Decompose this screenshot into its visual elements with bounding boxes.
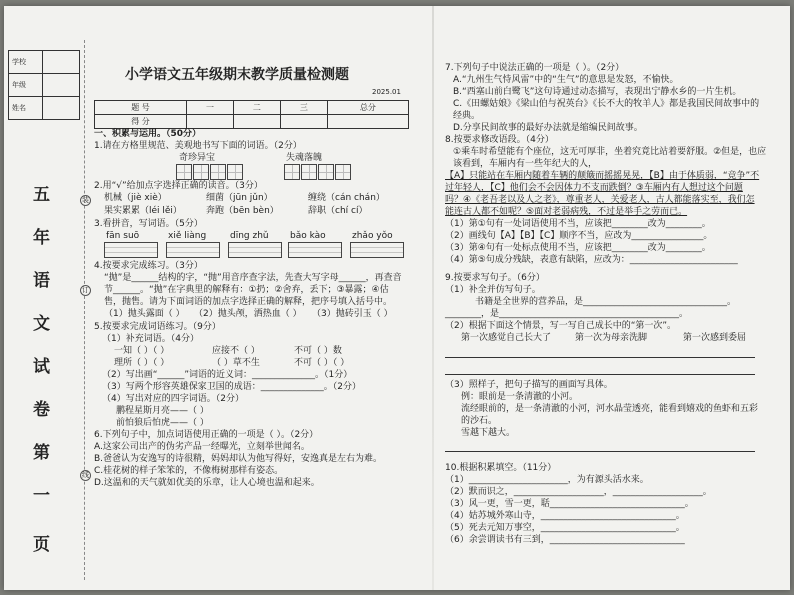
score-header-cell: 一 [186, 101, 233, 115]
q9-example: 例：眼前是一条清澈的小河。 [461, 392, 579, 402]
q10-item[interactable]: （3）风一更，雪一更，聒______________________________。 [445, 499, 694, 509]
pronunciation-option[interactable]: 细菌（jūn jǔn） [206, 193, 273, 203]
question-2: 2.用“√”给加点字选择正确的读音。（3分） [94, 181, 263, 191]
answer-line[interactable] [445, 345, 755, 358]
question-5: 5.按要求完成词语练习。（9分） [94, 322, 221, 332]
pinyin-label: bǎo kào [290, 231, 326, 241]
binding-mark: 装 [82, 196, 89, 204]
vertical-title-char: 文 [33, 314, 50, 334]
q6-option-d: D.这温和的天气就如优美的乐章，让人心境也温和起来。 [94, 478, 320, 488]
q9-sub: （2）根据下面这个情景，写一写自己成长中的“第一次”。 [445, 321, 677, 331]
grade-label: 年级 [9, 74, 43, 97]
vertical-title-char: 页 [33, 535, 50, 555]
q10-item[interactable]: （4）姑苏城外寒山寺，______________________________。 [445, 511, 685, 521]
q5-sub[interactable]: （3）写两个形容英雄保家卫国的成语：______________。（2分） [102, 382, 361, 392]
school-label: 学校 [9, 51, 43, 74]
exam-title: 小学语文五年级期末教学质量检测题 [125, 67, 349, 83]
q2-options [94, 192, 424, 218]
binding-mark: 订 [82, 286, 89, 294]
q9-firsts [445, 332, 775, 345]
answer-line[interactable] [445, 362, 755, 375]
first-time-item: 第一次为母亲洗脚 [575, 333, 648, 343]
binding-mark: 线 [82, 471, 89, 479]
score-cell[interactable] [327, 115, 408, 129]
q8-item[interactable]: （4）第⑤句成分残缺，表意有缺陷，应改为：________________________ [445, 255, 738, 265]
question-9: 9.按要求写句子。（6分） [445, 273, 545, 283]
q4-item[interactable]: （2）抛头颅，洒热血（ ） [194, 309, 302, 319]
q4-text: “抛”是______结构的字，“抛”用音序查字法，先查大写字母______，再查音节______。“抛”在字典里的解释有：①扔；②舍弃，丢下；③暴露；④估售，抛售。请为下面词语的加点字选择正确的解释，把序号填入括号中。 [104, 273, 402, 307]
q5-sub: （1）补充词语。（4分） [102, 334, 199, 344]
q10-item[interactable]: （5）死去元知万事空，______________________________。 [445, 523, 685, 533]
q7-option-c: C.《田螺姑娘》《梁山伯与祝英台》《长不大的牧羊人》都是我国民间故事中的经典。 [453, 99, 760, 121]
q3-pinyin-row [94, 230, 424, 260]
vertical-title-char: 第 [33, 443, 50, 463]
score-header-cell: 三 [280, 101, 327, 115]
pronunciation-option[interactable]: 机械（jiè xiè） [104, 193, 167, 203]
right-column [445, 62, 775, 546]
vertical-title-char: 年 [33, 228, 50, 248]
q4-item[interactable]: （3）抛砖引玉（ ） [312, 309, 393, 319]
q5-item[interactable]: 鹏程星斯月亮——（ ） [116, 406, 209, 416]
idiom-blank[interactable]: 理所（ ）（ ） [114, 358, 170, 368]
vertical-title-char: 卷 [33, 400, 50, 420]
name-label: 姓名 [9, 97, 43, 120]
pronunciation-option[interactable]: 果实累累（léi lěi） [104, 206, 182, 216]
question-8: 8.按要求修改语段。（4分） [445, 135, 554, 145]
vertical-title-char: 五 [33, 185, 50, 205]
q1-word: 失魂落魄 [286, 153, 323, 163]
q8-item[interactable]: （1）第①句有一处词语使用不当，应该把________改为________。 [445, 219, 711, 229]
q9-sub: （3）照样子，把句子描写的画面写具体。 [445, 380, 613, 390]
q9-sub: （1）补全并仿写句子。 [445, 285, 541, 295]
score-header-cell: 题 号 [95, 101, 187, 115]
q8-paragraph-underlined: 【A】只能站在车厢内随着车辆的颠簸而摇摇晃晃，【B】由于体质弱，“竞争”不过年轻人，【C】他们会不会因体力不支而跌倒？③车厢内有人想过这个问题吗？④《老吾老以及人之老》，尊重老人，关爱老人，古人都能落实至，我们怎能连古人都不如呢？⑤面对老弱病残，不过是举手之劳而已。 [445, 171, 760, 217]
pinyin-label: zhǎo yǒo [352, 231, 393, 241]
answer-line[interactable] [445, 439, 755, 452]
question-7: 7.下列句子中说法正确的一项是（ ）。（2分） [445, 63, 625, 73]
question-6: 6.下列句子中，加点词语使用正确的一项是（ ）。（2分） [94, 430, 319, 440]
score-table [94, 100, 409, 129]
q5-words [94, 345, 424, 369]
grade-field[interactable] [43, 74, 80, 97]
idiom-blank[interactable]: 一知（ ）（ ） [114, 346, 170, 356]
idiom-blank[interactable]: （ ）草不生 [212, 358, 260, 368]
answer-box[interactable] [350, 242, 404, 262]
q8-item[interactable]: （2）画线句【A】【B】【C】顺序不当，应改为________________。 [445, 231, 713, 241]
q8-paragraph: ①乘车时希望能有个座位，这无可厚非，坐着究竟比站着要舒服。②但是，也应该看到，车厢内有一些年纪大的人， [453, 147, 767, 169]
left-column [94, 128, 424, 489]
answer-box[interactable] [104, 242, 158, 262]
vertical-title-char: 一 [33, 486, 50, 506]
answer-box[interactable] [288, 242, 342, 262]
q5-sub[interactable]: （2）写出画“______”词语的近义词：______________。（1分） [102, 370, 353, 380]
writing-grid[interactable] [176, 164, 244, 184]
section-heading: 一、积累与运用。（50分） [94, 129, 202, 139]
score-header-cell: 总分 [327, 101, 408, 115]
pronunciation-option[interactable]: 缠绕（cán chán） [308, 193, 385, 203]
q9-example-answer: 流经眼前的，是一条清澈的小河，河水晶莹透亮，能看到嬉戏的鱼虾和五彩的沙石。 [461, 404, 759, 426]
q1-grid [94, 152, 424, 180]
vertical-title-char: 试 [33, 357, 50, 377]
q4-item[interactable]: （1）抛头露面（ ） [104, 309, 185, 319]
question-3: 3.看拼音，写词语。（5分） [94, 219, 203, 229]
idiom-blank[interactable]: 应接不（ ） [212, 346, 260, 356]
pinyin-label: xiě liàng [168, 231, 207, 241]
score-cell[interactable] [186, 115, 233, 129]
q9-text[interactable]: 书籍是全世界的营养品，是________________________________。 [475, 297, 737, 307]
pronunciation-option[interactable]: 辞职（chí cí） [308, 206, 368, 216]
score-header-cell: 二 [233, 101, 280, 115]
writing-grid[interactable] [284, 164, 352, 184]
q8-item[interactable]: （3）第④句有一处标点使用不当，应该把________改为________。 [445, 243, 711, 253]
question-4: 4.按要求完成练习。（3分） [94, 261, 203, 271]
name-field[interactable] [43, 97, 80, 120]
pinyin-label: fān suō [106, 231, 140, 241]
q1-word: 奇珍异宝 [179, 153, 216, 163]
q6-option-a: A.这家公司出产的伪劣产品一经曝光，立刻举世闻名。 [94, 442, 310, 452]
page-fold [432, 6, 434, 590]
q9-task: 雪越下越大。 [461, 428, 516, 438]
exam-date: 2025.01 [372, 88, 401, 96]
q10-item[interactable]: （1）______________________，为有源头活水来。 [445, 475, 649, 485]
q5-item[interactable]: 前怕狼后怕虎——（ ） [116, 418, 209, 428]
q6-option-c: C.桂花树的样子笨笨的，不像梅树那样有姿态。 [94, 466, 284, 476]
q10-item[interactable]: （2）默而识之，____________________，____________________。 [445, 487, 712, 497]
answer-box[interactable] [228, 242, 282, 262]
q7-option-a: A.“九州生气恃风雷”中的“生气”的意思是发怒，不愉快。 [453, 75, 679, 85]
q7-option-d: D.分享民间故事的最好办法就是缩编民间故事。 [453, 123, 643, 133]
first-time-item: 第一次感觉自己长大了 [461, 333, 552, 343]
q9-line[interactable]: ________，是________________________________________。 [445, 309, 689, 319]
question-1: 1.请在方格里规范、美观地书写下面的词语。（2分） [94, 141, 302, 151]
question-10: 10.根据积累填空。（11分） [445, 463, 557, 473]
binding-line [84, 40, 85, 580]
answer-box[interactable] [166, 242, 220, 262]
idiom-blank[interactable]: 不可（ ）（ ） [294, 358, 350, 368]
student-info-table [8, 50, 80, 120]
idiom-blank[interactable]: 不可（ ）数 [294, 346, 342, 356]
school-field[interactable] [43, 51, 80, 74]
pinyin-label: dīng zhǔ [230, 231, 269, 241]
score-cell[interactable] [280, 115, 327, 129]
q6-option-b: B.爸爸认为安逸写的诗很精，妈妈却认为他写得好，安逸真是左右为难。 [94, 454, 383, 464]
q4-items [94, 308, 424, 321]
score-row-label: 得 分 [95, 115, 187, 129]
score-cell[interactable] [233, 115, 280, 129]
vertical-title-char: 语 [33, 271, 50, 291]
q5-sub: （4）写出对应的四字词语。（2分） [102, 394, 244, 404]
pronunciation-option[interactable]: 奔跑（bēn bèn） [206, 206, 279, 216]
first-time-item: 第一次感到委屈 [683, 333, 747, 343]
q7-option-b: B.“西塞山前白鹭飞”这句诗通过动态描写，表现出宁静水乡的一片生机。 [453, 87, 742, 97]
q10-item[interactable]: （6）余尝谓读书有三到，______________________________ [445, 535, 685, 545]
